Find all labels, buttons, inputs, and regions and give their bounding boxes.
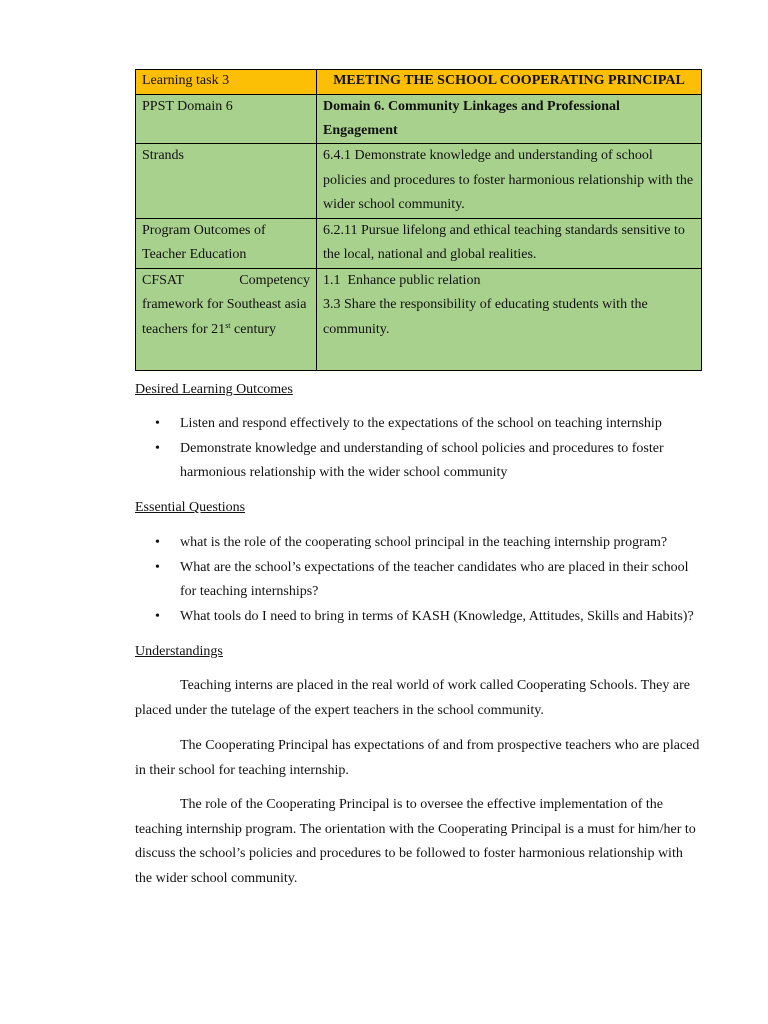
understandings-paragraph: The Cooperating Principal has expectations of and from prospective teachers who are placed in their school for teaching internship.: [135, 738, 700, 778]
table-row: [136, 70, 702, 95]
list-item-text: What tools do I need to bring in terms of KASH (Knowledge, Attitudes, Skills and Habits)?: [180, 608, 694, 624]
list-item: [135, 437, 701, 486]
learning-task-label: Learning task 3: [136, 70, 317, 95]
list-item-text: Demonstrate knowledge and understanding of school policies and procedures to foster harmonious relationship with the wider school community: [180, 440, 664, 480]
cfsat-label-line: [142, 318, 310, 343]
bullet-icon: •: [155, 608, 160, 624]
program-outcomes-label-line: Teacher Education: [142, 247, 247, 262]
bullet-icon: •: [155, 416, 160, 431]
table-row: [136, 218, 702, 268]
list-item: [135, 412, 701, 437]
table-row: [136, 144, 702, 219]
desired-outcomes-list: [135, 412, 701, 486]
cfsat-value: [317, 268, 702, 370]
document-page: [135, 69, 701, 886]
table-row: [136, 95, 702, 144]
cfsat-label-line: framework for Southeast asia: [142, 297, 307, 312]
understandings-heading: Understandings: [135, 644, 223, 659]
cfsat-item: 3.3 Share the responsibility of educating students with the community.: [323, 297, 648, 337]
bullet-icon: •: [155, 535, 160, 550]
program-outcomes-label-line: Program Outcomes of: [142, 222, 266, 238]
understandings-paragraph: Teaching interns are placed in the real world of work called Cooperating Schools. They are placed under the tutelage of the expert teachers in the school community.: [135, 678, 690, 718]
program-outcomes-label: [136, 218, 317, 268]
learning-task-title: MEETING THE SCHOOL COOPERATING PRINCIPAL: [317, 70, 702, 95]
essential-questions-list: [135, 531, 701, 629]
cfsat-label: [136, 268, 317, 370]
understandings-paragraph: The role of the Cooperating Principal is to oversee the effective implementation of the teaching internship program. The orientation with the Cooperating Principal is a must for him/her to discuss the school’s policies and procedures to be followed to foster harmonious relationship with the wider school community.: [135, 797, 696, 886]
strands-value: 6.4.1 Demonstrate knowledge and understanding of school policies and procedures to foster harmonious relationship with the wider school community.: [317, 144, 702, 219]
cfsat-item: 1.1 Enhance public relation: [323, 272, 481, 288]
ppst-domain-value: Domain 6. Community Linkages and Professional Engagement: [317, 95, 702, 144]
desired-outcomes-heading: Desired Learning Outcomes: [135, 382, 293, 397]
strands-label: Strands: [136, 144, 317, 219]
learning-task-table: [135, 69, 702, 371]
list-item: [135, 556, 701, 605]
cfsat-label-line: CFSAT Competency: [142, 272, 310, 288]
ppst-domain-label: PPST Domain 6: [136, 95, 317, 144]
cfsat-label-text: century: [230, 321, 277, 337]
ordinal-suffix: st: [225, 320, 231, 330]
bullet-icon: •: [155, 559, 160, 575]
bullet-icon: •: [155, 440, 160, 456]
essential-questions-heading: Essential Questions: [135, 500, 246, 515]
program-outcomes-value: 6.2.11 Pursue lifelong and ethical teaching standards sensitive to the local, national and global realities.: [317, 218, 702, 268]
cfsat-label-text: teachers for 21: [142, 321, 226, 337]
list-item: [135, 605, 701, 630]
list-item-text: Listen and respond effectively to the expectations of the school on teaching internship: [180, 416, 662, 431]
list-item: [135, 531, 701, 556]
list-item-text: what is the role of the cooperating school principal in the teaching internship program?: [180, 535, 668, 550]
table-row: [136, 268, 702, 370]
list-item-text: What are the school’s expectations of the teacher candidates who are placed in their school for teaching internships?: [180, 559, 689, 599]
